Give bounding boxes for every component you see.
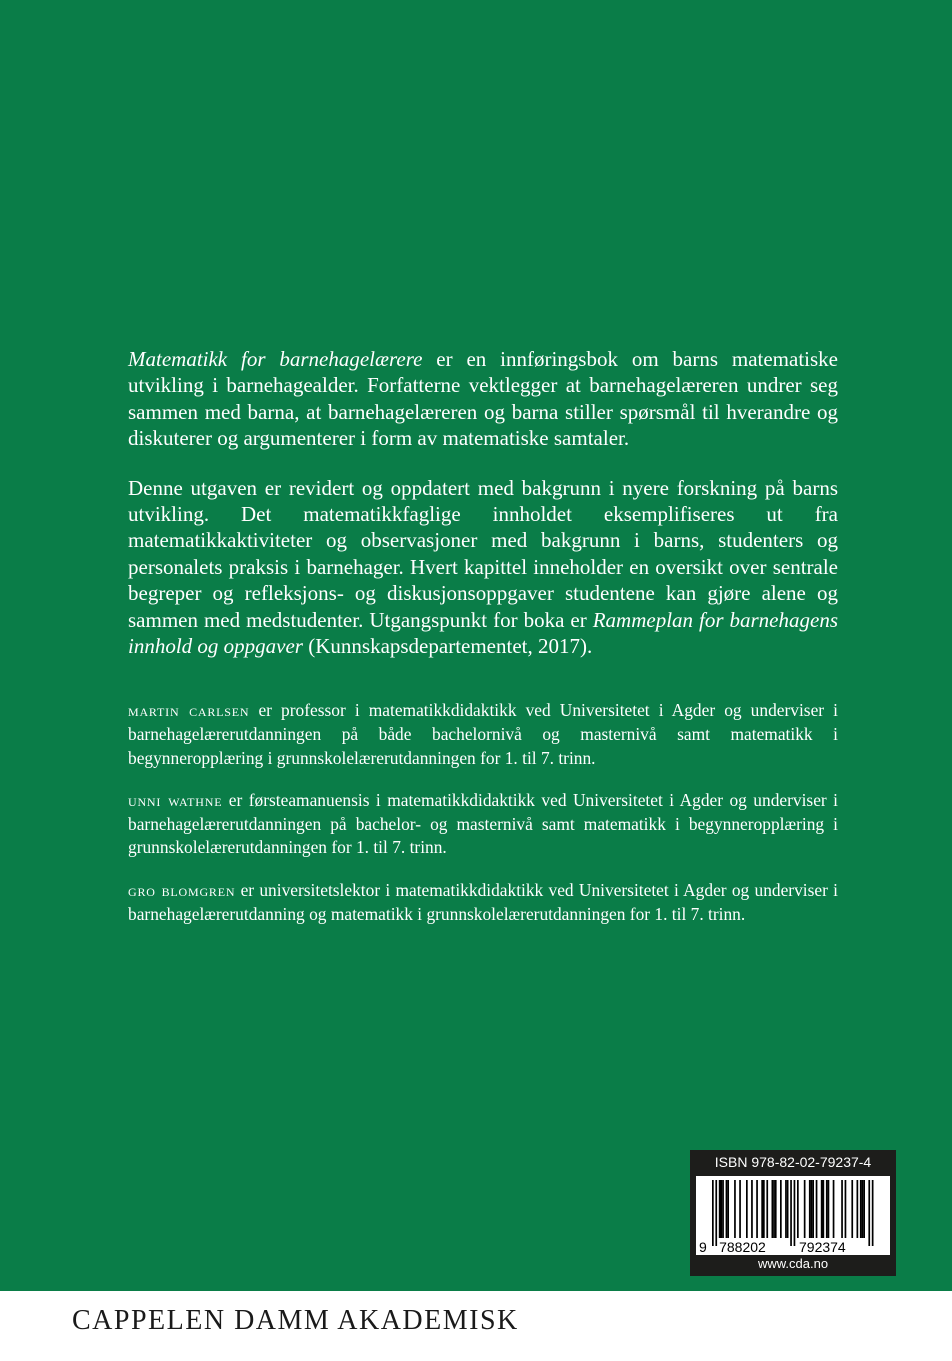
barcode-bar <box>790 1180 792 1246</box>
barcode-bar <box>811 1180 813 1238</box>
barcode-bar <box>712 1180 714 1246</box>
barcode-digits: 788202 <box>719 1239 766 1255</box>
barcode-bar <box>721 1180 723 1238</box>
barcode-bar <box>761 1180 763 1238</box>
barcode-bar <box>828 1180 830 1238</box>
barcode-bar <box>773 1180 775 1238</box>
back-cover-text <box>128 346 838 945</box>
barcode-bar <box>812 1180 814 1238</box>
barcode-block <box>690 1150 896 1276</box>
barcode-bar <box>751 1180 753 1238</box>
blurb-paragraph-1 <box>128 346 838 452</box>
barcode-graphic <box>696 1176 890 1255</box>
barcode-bar <box>863 1180 865 1238</box>
blurb-text-2: Denne utgaven er revidert og oppdatert med bakgrunn i nyere forskning på barns utvikling. Det matematikkfaglige innholdet eksemplifiseres ut fra matematikkaktiviteter og observasjoner med bakgrunn i barns, studenters og personalets praksis i barnehager. Hvert kapittel inneholder en oversikt over sentrale begreper og refleksjons- og diskusjonsoppgaver studentene kan gjøre alene og sammen med medstudenter. Utgangspunkt for boka er <box>128 475 838 632</box>
barcode-bar <box>775 1180 777 1238</box>
barcode-bar <box>845 1180 847 1238</box>
barcode-bar <box>766 1180 768 1238</box>
isbn-label: ISBN 978-82-02-79237-4 <box>714 1154 872 1170</box>
barcode-bar <box>857 1180 859 1238</box>
author-bio-2 <box>128 789 838 860</box>
barcode-bar <box>715 1180 717 1246</box>
barcode-bar <box>804 1180 806 1238</box>
barcode-bar <box>868 1180 870 1246</box>
barcode-bar <box>726 1180 728 1238</box>
barcode-bar <box>787 1180 789 1238</box>
barcode-digits: 792374 <box>799 1239 846 1255</box>
book-title: Matematikk for barnehagelærere <box>128 347 423 371</box>
barcode-bar <box>734 1180 736 1238</box>
barcode-bar <box>772 1180 774 1238</box>
author-bio-3 <box>128 879 838 926</box>
barcode-bar <box>862 1180 864 1238</box>
author-name: gro blomgren <box>128 881 236 901</box>
barcode <box>696 1176 890 1255</box>
author-name: unni wathne <box>128 791 223 811</box>
barcode-bar <box>739 1180 741 1238</box>
barcode-bar <box>860 1180 862 1238</box>
barcode-bar <box>816 1180 818 1238</box>
barcode-bar <box>809 1180 811 1238</box>
barcode-bar <box>719 1180 721 1238</box>
barcode-bar <box>797 1180 799 1238</box>
blurb-text-1: er en innføringsbok om barns matematiske utvikling i barnehagealder. Forfatterne vektlegger at barnehagelæreren undrer seg sammen med barna, at barnehagelæreren og barna stiller spørsmål til hverandre og diskuterer og argumenterer i form av matematiske samtaler. <box>128 347 838 451</box>
barcode-bar <box>794 1180 796 1246</box>
barcode-bar <box>823 1180 825 1238</box>
publisher-logo: CAPPELEN DAMM AKADEMISK <box>72 1305 519 1336</box>
rammeplan-title: Rammeplan for barnehagens innhold og oppgaver <box>128 607 838 659</box>
barcode-bar <box>851 1180 853 1238</box>
website-url: www.cda.no <box>757 1256 829 1271</box>
barcode-bar <box>722 1180 724 1238</box>
blurb-text-2-end: (Kunnskapsdepartementet, 2017). <box>302 634 593 659</box>
blurb-paragraph-2 <box>128 475 838 660</box>
author-name: martin carlsen <box>128 701 250 721</box>
author-bio-1 <box>128 699 838 770</box>
barcode-bar <box>821 1180 823 1238</box>
barcode-bar <box>746 1180 748 1238</box>
author-bio-text: er førsteamanuensis i matematikkdidaktikk ved Universitetet i Agder og underviser i barnehagelærerutdanningen på bachelor- og masternivå samt matematikk i begynneropplæring i grunnskolelærerutdanningen for 1. til 7. trinn. <box>128 790 838 858</box>
barcode-bar <box>872 1180 874 1246</box>
barcode-digits: 9 <box>699 1239 707 1255</box>
barcode-bar <box>763 1180 765 1238</box>
barcode-bar <box>756 1180 758 1238</box>
barcode-bar <box>833 1180 835 1238</box>
barcode-bar <box>727 1180 729 1238</box>
barcode-bar <box>841 1180 843 1238</box>
barcode-bar <box>826 1180 828 1238</box>
barcode-bar <box>780 1180 782 1238</box>
author-bio-text: er universitetslektor i matematikkdidaktikk ved Universitetet i Agder og underviser i barnehagelærerutdanning og matematikk i grunnskolelærerutdanningen for 1. til 7. trinn. <box>128 880 838 924</box>
author-bio-text: er professor i matematikkdidaktikk ved Universitetet i Agder og underviser i barnehagelærerutdanningen på både bachelornivå og masternivå samt matematikk i begynneropplæring i grunnskolelærerutdanningen for 1. til 7. trinn. <box>128 700 838 768</box>
barcode-bar <box>785 1180 787 1238</box>
